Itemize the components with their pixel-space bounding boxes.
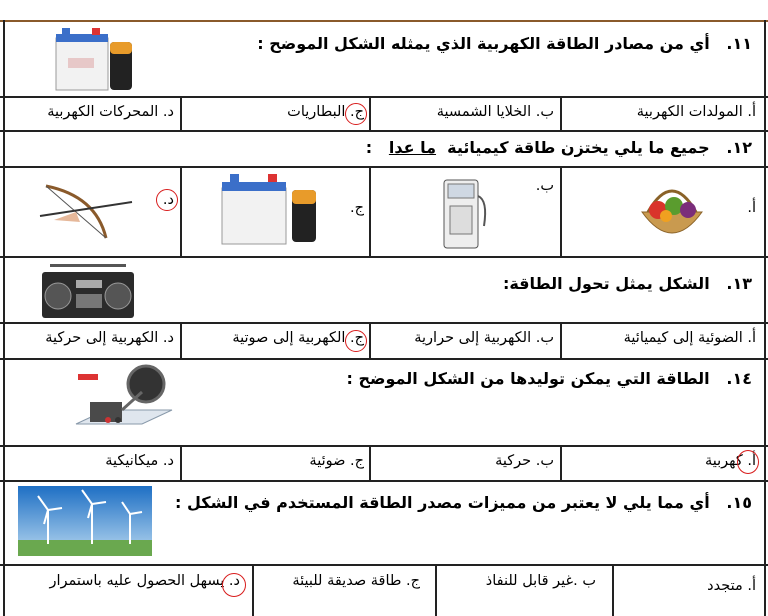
left-border (3, 20, 5, 616)
question-11 (257, 34, 752, 53)
cell-sep (180, 445, 182, 480)
question-15 (175, 493, 752, 512)
q12-label-d[interactable]: د. (162, 192, 174, 208)
q13-option-b[interactable]: ب. الكهربية إلى حرارية (414, 330, 554, 346)
question-number: ١٢. (726, 138, 752, 157)
radio-image (40, 262, 136, 320)
answer-circle (737, 450, 759, 474)
battery-image (218, 170, 328, 248)
q12-label-b[interactable]: ب. (535, 178, 554, 194)
answer-circle (345, 103, 367, 125)
cell-sep (369, 445, 371, 480)
question-text: الشكل يمثل تحول الطاقة: (502, 274, 710, 293)
q15-option-b[interactable]: ب .غير قابل للنفاذ (485, 573, 596, 589)
question-number: ١٣. (726, 274, 752, 293)
question-12 (366, 138, 752, 157)
q15-option-c[interactable]: ج. طاقة صديقة للبيئة (292, 573, 420, 589)
divider (0, 256, 768, 258)
divider (0, 166, 768, 168)
fruit-basket-image (636, 176, 708, 248)
battery-image (52, 24, 142, 94)
divider (0, 96, 768, 98)
question-number: ١٤. (726, 369, 752, 388)
cell-sep (180, 96, 182, 130)
divider (0, 564, 768, 566)
cell-sep (560, 445, 562, 480)
cell-sep (180, 166, 182, 256)
question-14 (347, 369, 752, 388)
question-text: أي مما يلي لا يعتبر من مميزات مصدر الطاقة المستخدم في الشكل : (175, 493, 710, 512)
q14-option-b[interactable]: ب. حركية (495, 453, 554, 469)
cell-sep (369, 166, 371, 256)
q12-label-c[interactable]: ج. (350, 200, 364, 216)
question-number: ١٥. (726, 493, 752, 512)
q13-option-d[interactable]: د. الكهربية إلى حركية (45, 330, 174, 346)
cell-sep (252, 564, 254, 616)
q14-option-d[interactable]: د. ميكانيكية (105, 453, 174, 469)
q15-option-d[interactable]: د. يسهل الحصول عليه باستمرار (49, 573, 240, 589)
colon: : (365, 138, 373, 157)
q13-option-a[interactable]: أ. الضوئية إلى كيميائية (623, 330, 756, 346)
divider (0, 445, 768, 447)
divider (0, 322, 768, 324)
question-13 (503, 274, 752, 293)
cell-sep (180, 322, 182, 358)
q14-option-c[interactable]: ج. ضوئية (309, 453, 364, 469)
fuel-pump-image (436, 176, 492, 252)
q11-option-c[interactable]: ج. البطاريات (287, 104, 364, 120)
question-text: أي من مصادر الطاقة الكهربية الذي يمثله الشكل الموضح : (257, 34, 710, 53)
cell-sep (369, 96, 371, 130)
q15-option-a[interactable]: أ. متجدد (707, 578, 756, 594)
cell-sep (612, 564, 614, 616)
top-divider (0, 20, 768, 22)
divider (0, 358, 768, 360)
cell-sep (560, 322, 562, 358)
cell-sep (435, 564, 437, 616)
q11-option-a[interactable]: أ. المولدات الكهربية (636, 104, 756, 120)
generator-image (72, 362, 176, 444)
cell-sep (560, 96, 562, 130)
question-number: ١١. (726, 34, 752, 53)
divider (0, 130, 768, 132)
q14-option-a[interactable]: أ. كهربية (704, 453, 756, 469)
q11-option-d[interactable]: د. المحركات الكهربية (47, 104, 174, 120)
cell-sep (369, 322, 371, 358)
answer-circle (345, 330, 367, 352)
bow-arrow-image (36, 176, 136, 246)
question-text: جميع ما يلي يختزن طاقة كيميائية (447, 138, 710, 157)
q13-option-c[interactable]: ج. الكهربية إلى صوتية (232, 330, 364, 346)
answer-circle (156, 189, 178, 211)
wind-turbines-image (18, 486, 152, 556)
q12-label-a[interactable]: أ. (747, 200, 756, 216)
divider (0, 480, 768, 482)
question-text: الطاقة التي يمكن توليدها من الشكل الموضح : (346, 369, 710, 388)
q11-option-b[interactable]: ب. الخلايا الشمسية (436, 104, 554, 120)
cell-sep (560, 166, 562, 256)
except-word: ما عدا (388, 138, 437, 157)
right-border (764, 20, 766, 616)
answer-circle (222, 573, 246, 597)
